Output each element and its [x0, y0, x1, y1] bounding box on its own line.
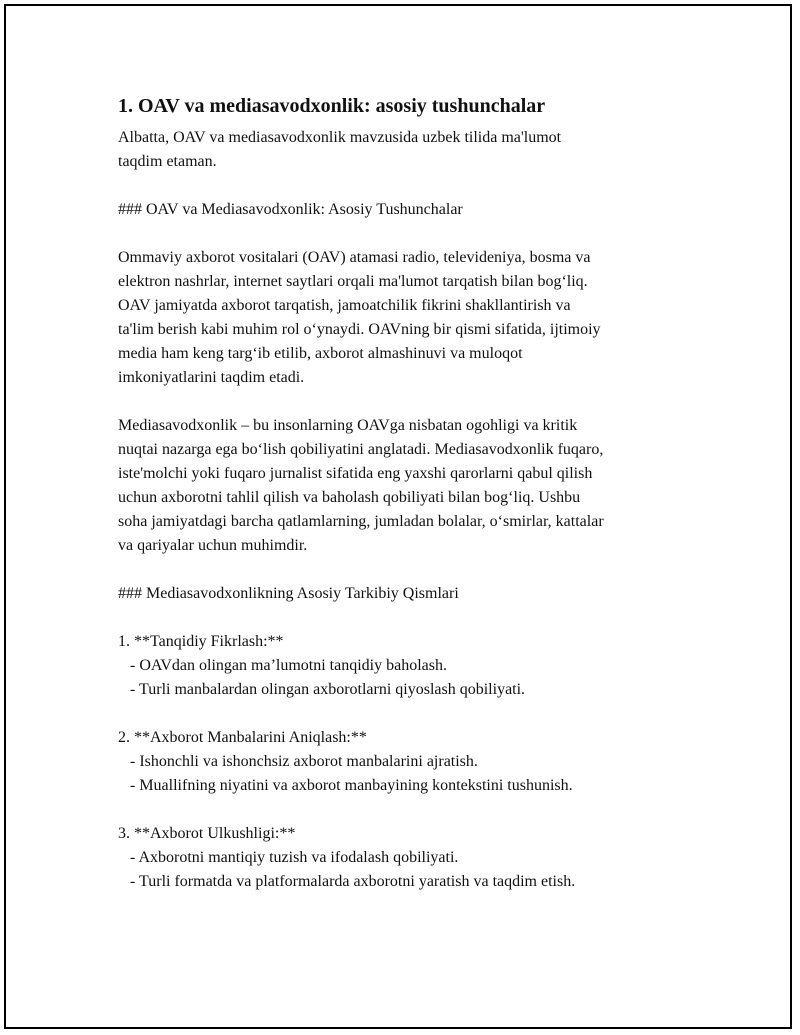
- intro-line: Albatta, OAV va mediasavodxonlik mavzusida uzbek tilida ma'lumot: [118, 129, 562, 146]
- paragraph-line: iste'molchi yoki fuqaro jurnalist sifatida eng yaxshi qarorlarni qabul qilish: [118, 465, 593, 482]
- paragraph-line: va qariyalar uchun muhimdir.: [118, 537, 308, 554]
- paragraph-line: uchun axborotni tahlil qilish va baholash qobiliyati bilan bog‘liq. Ushbu: [118, 489, 581, 506]
- paragraph-line: Mediasavodxonlik – bu insonlarning OAVga nisbatan ogohligi va kritik: [118, 417, 578, 434]
- list-item-label: 1. **Tanqidiy Fikrlash:**: [118, 633, 284, 650]
- paragraph-line: nuqtai nazarga ega bo‘lish qobiliyatini anglatadi. Mediasavodxonlik fuqaro,: [118, 441, 604, 458]
- list-subitem: - Ishonchli va ishonchsiz axborot manbalarini ajratish.: [130, 753, 478, 770]
- list-subitem: - Turli formatda va platformalarda axborotni yaratish va taqdim etish.: [130, 873, 576, 890]
- paragraph-line: soha jamiyatdagi barcha qatlamlarning, jumladan bolalar, o‘smirlar, kattalar: [118, 513, 604, 530]
- document-title: 1. OAV va mediasavodxonlik: asosiy tushunchalar: [118, 95, 546, 117]
- list-subitem: - OAVdan olingan ma’lumotni tanqidiy baholash.: [130, 657, 447, 674]
- paragraph-line: Ommaviy axborot vositalari (OAV) atamasi radio, televideniya, bosma va: [118, 249, 591, 266]
- paragraph-line: OAV jamiyatda axborot tarqatish, jamoatchilik fikrini shakllantirish va: [118, 297, 571, 314]
- list-subitem: - Muallifning niyatini va axborot manbayining kontekstini tushunish.: [130, 777, 573, 794]
- paragraph-line: imkoniyatlarini taqdim etadi.: [118, 369, 305, 386]
- section-heading: ### OAV va Mediasavodxonlik: Asosiy Tushunchalar: [118, 201, 463, 218]
- paragraph-line: media ham keng targ‘ib etilib, axborot almashinuvi va muloqot: [118, 345, 523, 362]
- list-subitem: - Turli manbalardan olingan axborotlarni qiyoslash qobiliyati.: [130, 681, 526, 698]
- list-subitem: - Axborotni mantiqiy tuzish va ifodalash qobiliyati.: [130, 849, 459, 866]
- paragraph-line: ta'lim berish kabi muhim rol o‘ynaydi. OAVning bir qismi sifatida, ijtimoiy: [118, 321, 601, 338]
- paragraph-line: elektron nashrlar, internet saytlari orqali ma'lumot tarqatish bilan bog‘liq.: [118, 273, 588, 290]
- list-item-label: 2. **Axborot Manbalarini Aniqlash:**: [118, 729, 367, 746]
- list-item-label: 3. **Axborot Ulkushligi:**: [118, 825, 296, 842]
- section-heading: ### Mediasavodxonlikning Asosiy Tarkibiy Qismlari: [118, 585, 459, 602]
- intro-line: taqdim etaman.: [118, 153, 217, 170]
- document-body: [118, 92, 698, 894]
